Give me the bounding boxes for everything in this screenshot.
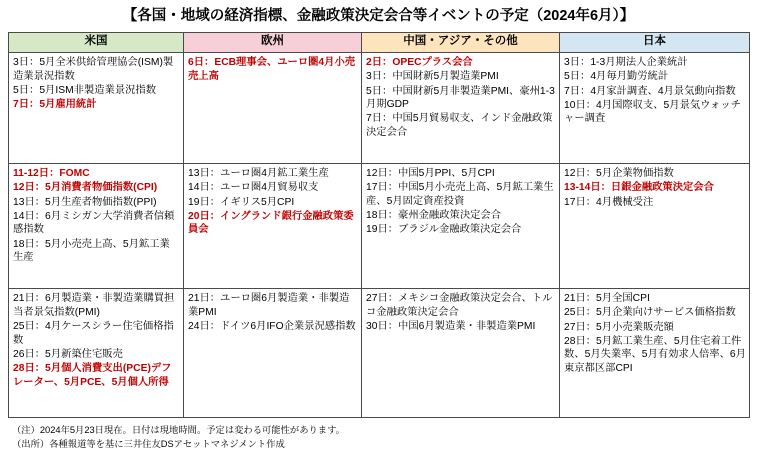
list-item: 13日：ユーロ圏4月鉱工業生産 <box>188 168 329 180</box>
list-item: 20日：イングランド銀行金融政策委員会 <box>188 210 354 236</box>
list-item: 17日：中国5月小売売上高、5月鉱工業生産、5月固定資産投資 <box>366 182 554 208</box>
list-item: 30日：中国6月製造業・非製造業PMI <box>366 321 536 333</box>
footnotes <box>8 424 749 451</box>
list-item: 21日：ユーロ圏6月製造業・非製造業PMI <box>188 293 350 318</box>
list-item: 2日：OPECプラス会合 <box>366 57 473 69</box>
list-item: 7日：4月家計調査、4月景気動向指数 <box>564 85 736 97</box>
list-item: 3日：5月全米供給管理協会(ISM)製造業景況指数 <box>13 57 174 82</box>
table-row <box>9 53 750 164</box>
list-item: 27日：メキシコ金融政策決定会合、トルコ金融政策決定会合 <box>366 293 553 318</box>
list-item: 14日：6月ミシガン大学消費者信頼感指数 <box>13 210 175 236</box>
list-item: 3日：中国財新5月製造業PMI <box>366 71 499 83</box>
cell-japan-week2 <box>560 164 750 289</box>
list-item: 6日：ECB理事会、ユーロ圏4月小売売上高 <box>188 57 356 82</box>
calendar-table <box>8 32 750 418</box>
cell-china-week1 <box>362 53 560 164</box>
footnote-source: （出所）各種報道等を基に三井住友DSアセットマネジメント作成 <box>12 438 285 449</box>
footnote-note: （注）2024年5月23日現在。日付は現地時間。予定は変わる可能性があります。 <box>12 425 345 436</box>
column-header-europe: 欧州 <box>184 33 362 53</box>
list-item: 13日：5月生産者物価指数(PPI) <box>13 196 157 208</box>
cell-europe-week2 <box>184 164 362 289</box>
list-item: 5日：中国財新5月非製造業PMI、豪州1-3月期GDP <box>366 85 555 111</box>
list-item: 18日：5月小売売上高、5月鉱工業生産 <box>13 238 170 264</box>
list-item: 12日：中国5月PPI、5月CPI <box>366 168 495 180</box>
list-item: 13-14日：日銀金融政策決定会合 <box>564 182 714 194</box>
list-item: 24日：ドイツ6月IFO企業景況感指数 <box>188 321 356 333</box>
list-item: 17日：4月機械受注 <box>564 196 654 208</box>
list-item: 18日：豪州金融政策決定会合 <box>366 210 502 222</box>
table-row <box>9 289 750 418</box>
list-item: 27日：5月小売業販売額 <box>564 321 674 333</box>
cell-us-week2 <box>9 164 184 289</box>
list-item: 12日：5月企業物価指数 <box>564 168 674 180</box>
list-item: 7日：中国5月貿易収支、インド金融政策決定会合 <box>366 113 553 139</box>
list-item: 7日：5月雇用統計 <box>13 99 97 111</box>
table-header-row <box>9 33 750 53</box>
list-item: 21日：6月製造業・非製造業購買担当者景気指数(PMI) <box>13 293 175 318</box>
list-item: 28日：5月鉱工業生産、5月住宅着工件数、5月失業率、5月有効求人倍率、6月東京都区部CPI <box>564 335 746 375</box>
cell-europe-week1 <box>184 53 362 164</box>
cell-china-week3 <box>362 289 560 418</box>
list-item: 14日：ユーロ圏4月貿易収支 <box>188 182 319 194</box>
list-item: 10日：4月国際収支、5月景気ウォッチャー調査 <box>564 99 741 125</box>
cell-china-week2 <box>362 164 560 289</box>
list-item: 26日：5月新築住宅販売 <box>13 348 123 360</box>
list-item: 28日：5月個人消費支出(PCE)デフレーター、5月PCE、5月個人所得 <box>13 363 172 388</box>
list-item: 25日：5月企業向けサービス価格指数 <box>564 307 736 319</box>
list-item: 12日：5月消費者物価指数(CPI) <box>13 182 158 194</box>
page-title: 【各国・地域の経済指標、金融政策決定会合等イベントの予定（2024年6月）】 <box>122 8 635 24</box>
list-item: 21日：5月全国CPI <box>564 293 650 305</box>
cell-us-week3 <box>9 289 184 418</box>
list-item: 25日：4月ケースシラー住宅価格指数 <box>13 321 174 346</box>
cell-japan-week1 <box>560 53 750 164</box>
cell-japan-week3 <box>560 289 750 418</box>
column-header-us: 米国 <box>9 33 184 53</box>
list-item: 11-12日：FOMC <box>13 168 90 180</box>
cell-us-week1 <box>9 53 184 164</box>
list-item: 3日：1-3月期法人企業統計 <box>564 57 688 69</box>
column-header-china-asia-other: 中国・アジア・その他 <box>362 33 560 53</box>
list-item: 19日：ブラジル金融政策決定会合 <box>366 224 522 236</box>
cell-europe-week3 <box>184 289 362 418</box>
column-header-japan: 日本 <box>560 33 750 53</box>
table-row <box>9 164 750 289</box>
list-item: 5日：4月毎月勤労統計 <box>564 71 669 83</box>
list-item: 19日：イギリス5月CPI <box>188 196 295 208</box>
list-item: 5日：5月ISM非製造業景況指数 <box>13 85 157 97</box>
